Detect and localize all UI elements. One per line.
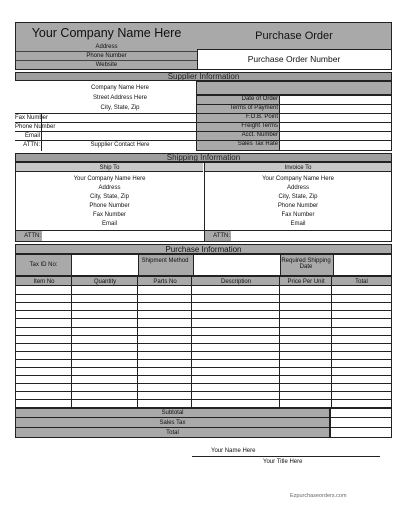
table-row[interactable]	[16, 391, 391, 392]
col-description: Description	[220, 279, 251, 285]
table-row[interactable]	[16, 359, 391, 360]
supplier-terms	[196, 95, 392, 151]
ship-to-label: Ship To	[99, 165, 120, 171]
doc-title: Purchase Order	[255, 30, 333, 42]
term-label-1: Terms of Payment	[229, 105, 278, 111]
subtotal-value[interactable]	[330, 408, 392, 418]
header	[15, 22, 392, 70]
ship-left-5[interactable]: Email	[101, 221, 117, 227]
shipping-section-title: Shipping Information	[15, 153, 392, 162]
divider	[16, 51, 197, 52]
divider	[16, 230, 391, 231]
divider	[41, 113, 42, 151]
table-row[interactable]	[16, 375, 391, 376]
table-row[interactable]	[16, 351, 391, 352]
divider	[16, 60, 197, 61]
signature-name[interactable]: Your Name Here	[211, 448, 256, 454]
supplier-right-gray	[196, 81, 392, 95]
phone-label: Phone Number	[15, 124, 56, 130]
purchase-section-title	[15, 244, 392, 254]
company-website: Website	[95, 62, 118, 68]
items-table	[15, 276, 392, 408]
ship-left-0[interactable]: Your Company Name Here	[73, 176, 146, 182]
attn-label: ATTN:	[23, 142, 40, 148]
doc-title-box	[197, 23, 391, 50]
ship-right-1[interactable]: Address	[286, 185, 309, 191]
supplier-contact[interactable]: Supplier Contact Here	[90, 142, 150, 148]
email-label: Email	[24, 133, 40, 139]
col-total: Total	[355, 279, 368, 285]
col-item-no: Item No	[33, 279, 55, 285]
table-row[interactable]	[16, 318, 391, 319]
term-label-3: Freight Terms	[241, 123, 278, 129]
subtotal-label: Subtotal	[161, 410, 184, 416]
signature-title[interactable]: Your Title Here	[263, 459, 303, 465]
table-row[interactable]	[16, 302, 391, 303]
ship-right-0[interactable]: Your Company Name Here	[262, 176, 334, 182]
table-row[interactable]	[16, 335, 391, 336]
shipping-section	[15, 162, 392, 242]
supplier-street[interactable]: Street Address Here	[92, 95, 148, 101]
company-block	[16, 23, 198, 69]
shipment-method-label: Shipment Method	[141, 258, 189, 264]
total-label: Total	[166, 430, 179, 436]
table-row[interactable]	[16, 310, 391, 311]
divider	[15, 122, 196, 123]
ship-right-5[interactable]: Email	[290, 221, 306, 227]
terms-border	[196, 95, 392, 151]
ship-right-4[interactable]: Fax Number	[281, 212, 315, 218]
company-address: Address	[95, 44, 118, 50]
table-row[interactable]	[16, 343, 391, 344]
col-price-per-unit: Price Per Unit	[287, 279, 325, 285]
term-label-4: Acct. Number	[241, 132, 278, 138]
ship-right-2[interactable]: City, State, Zip	[278, 194, 318, 200]
table-row[interactable]	[16, 383, 391, 384]
tax-id-label: Tax ID No:	[29, 262, 58, 268]
term-label-5: Sales Tax Rate	[237, 141, 278, 147]
ship-right-3[interactable]: Phone Number	[277, 203, 319, 209]
table-row[interactable]	[16, 399, 391, 400]
company-phone: Phone Number	[86, 53, 127, 59]
footer-brand: Ezpurchaseorders.com	[290, 493, 347, 499]
purchase-meta	[15, 254, 392, 276]
invoice-to-label: Invoice To	[284, 165, 312, 171]
purchase-title-text: Purchase Information	[165, 245, 242, 254]
table-row[interactable]	[16, 294, 391, 295]
ship-left-1[interactable]: Address	[98, 185, 121, 191]
total-value[interactable]	[330, 428, 392, 438]
col-quantity: Quantity	[93, 279, 117, 285]
divider	[15, 131, 196, 132]
ship-attn-left: ATTN:	[24, 233, 41, 239]
sales-tax-label: Sales Tax	[159, 420, 186, 426]
ship-left-3[interactable]: Phone Number	[89, 203, 130, 209]
col-parts-no: Parts No	[153, 279, 177, 285]
supplier-company[interactable]: Company Name Here	[90, 85, 150, 91]
ship-left-4[interactable]: Fax Number	[92, 212, 126, 218]
company-name: Your Company Name Here	[31, 26, 182, 40]
signature-line	[192, 456, 380, 457]
term-label-2: F.O.B. Point	[245, 114, 278, 120]
totals	[15, 408, 392, 438]
table-row[interactable]	[16, 327, 391, 328]
divider	[15, 140, 196, 141]
supplier-section-title: Supplier Information	[15, 72, 392, 81]
term-label-0: Date of Order	[241, 96, 278, 102]
req-date-label: Required Shipping Date	[281, 258, 331, 270]
fax-label: Fax Number	[15, 115, 49, 121]
table-row[interactable]	[16, 367, 391, 368]
ship-attn-right: ATTN:	[213, 233, 230, 239]
supplier-city[interactable]: City, State, Zip	[100, 105, 140, 111]
ship-left-2[interactable]: City, State, Zip	[90, 194, 129, 200]
po-number[interactable]: Purchase Order Number	[247, 54, 341, 64]
sales-tax-value[interactable]	[330, 418, 392, 428]
